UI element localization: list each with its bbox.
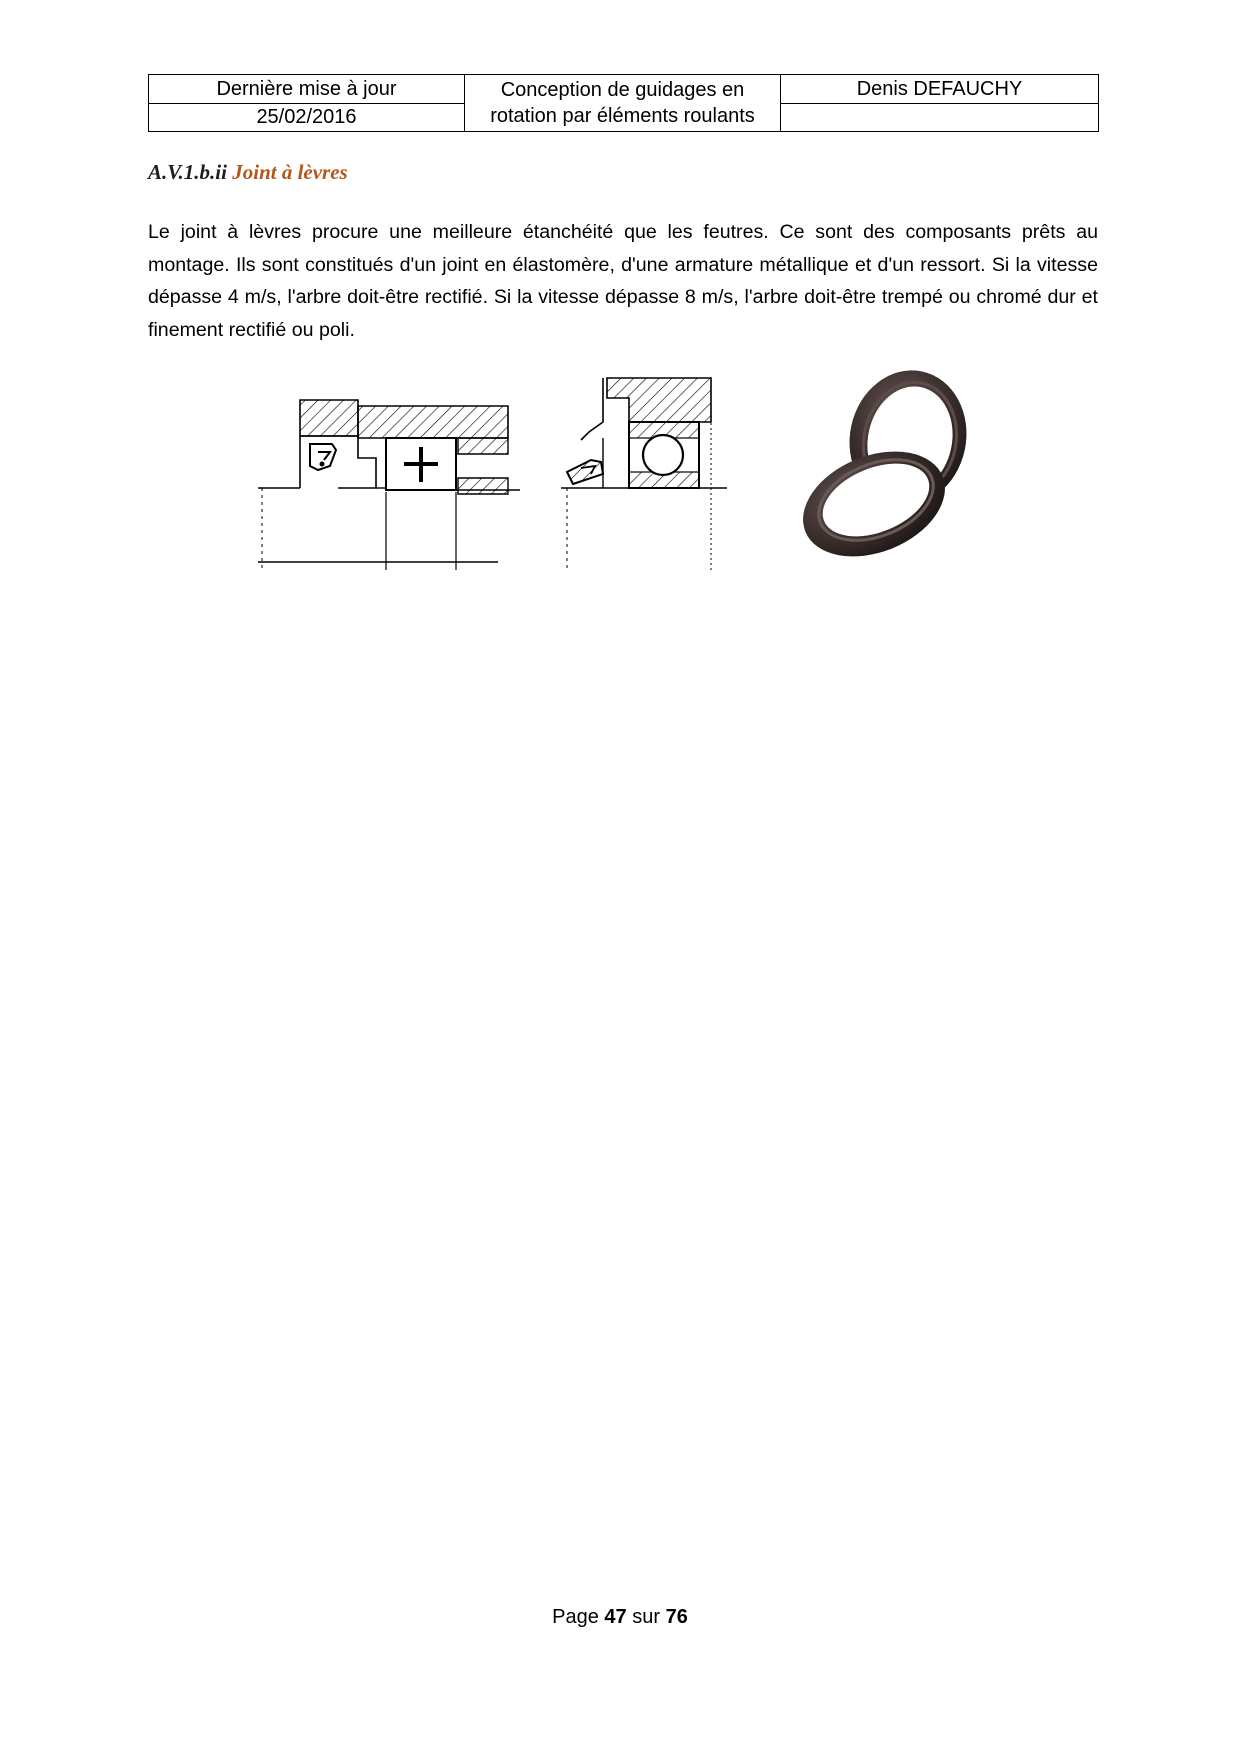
section-title: Joint à lèvres (232, 160, 348, 184)
section-heading (148, 160, 348, 185)
lip-seal-section-drawing-2 (561, 374, 727, 570)
header-document-title (465, 75, 781, 132)
lip-seal-section-drawing-1 (258, 396, 520, 570)
header-table (148, 74, 1099, 132)
footer-current-page: 47 (604, 1606, 627, 1628)
section-number: A.V.1.b.ii (148, 160, 227, 184)
footer-total-pages: 76 (665, 1606, 688, 1628)
header-author: Denis DEFAUCHY (781, 75, 1099, 104)
header-empty-cell (781, 103, 1099, 132)
header-title-line2: rotation par éléments roulants (490, 105, 755, 127)
lip-seal-photo (796, 366, 974, 570)
page-footer (0, 1606, 1240, 1629)
body-paragraph: Le joint à lèvres procure une meilleure étanchéité que les feutres. Ce sont des composants prêts au montage. Ils sont constitués d'un joint en élastomère, d'une armature métallique et d'un ressort. Si la vitesse dépasse 4 m/s, l'arbre doit-être rectifié. Si la vitesse dépasse 8 m/s, l'arbre doit-être trempé ou chromé dur et finement rectifié ou poli. (148, 221, 1098, 341)
footer-of-word: sur (632, 1606, 661, 1628)
header-title-line1: Conception de guidages en (500, 79, 745, 101)
footer-page-word: Page (552, 1606, 599, 1628)
header-date: 25/02/2016 (149, 103, 465, 132)
header-last-update-label: Dernière mise à jour (149, 75, 465, 104)
